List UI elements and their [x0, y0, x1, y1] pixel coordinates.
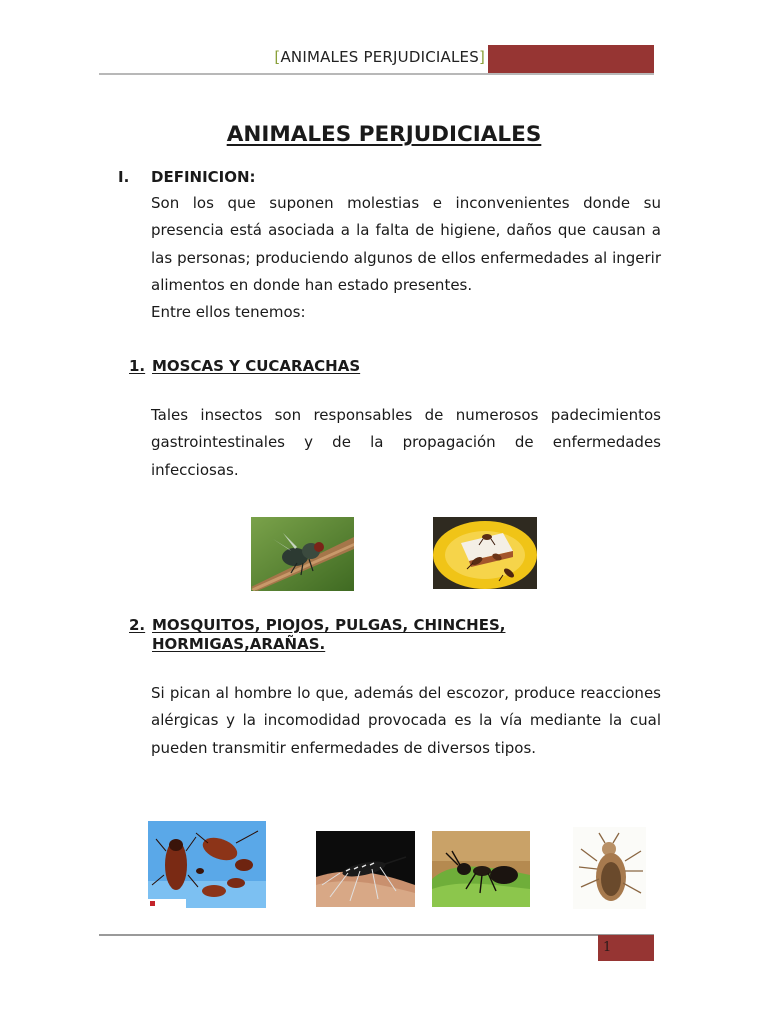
page-number: 1 — [603, 940, 612, 955]
subsection-1-heading: MOSCAS Y CUCARACHAS — [152, 357, 361, 375]
running-header — [160, 48, 485, 66]
subsection-2-number: 2. — [129, 616, 146, 634]
header-rule — [99, 73, 654, 75]
header-title: ANIMALES PERJUDICIALES — [280, 48, 479, 66]
footer-rule — [99, 934, 654, 936]
header-bracket-close: ] — [478, 48, 485, 66]
ant-on-leaf-image — [432, 831, 530, 907]
section-number: I. — [118, 168, 130, 186]
louse-image — [573, 827, 646, 909]
subsection-2-paragraph: Si pican al hombre lo que, además del escozor, produce reacciones alérgicas y la incomodidad provocada es la vía mediante la cual pueden transmitir enfermedades de diversos tipos. — [151, 684, 661, 757]
cockroaches-on-food-image — [433, 517, 537, 589]
header-bracket-open: [ — [274, 48, 281, 66]
mosquito-image — [316, 831, 415, 907]
document-title: ANIMALES PERJUDICIALES — [226, 122, 542, 147]
section-heading: DEFINICION: — [151, 168, 256, 186]
cockroaches-image — [148, 821, 266, 908]
header-accent-bar — [488, 45, 654, 73]
subsection-1-paragraph: Tales insectos son responsables de numerosos padecimientos gastrointestinales y de la propagación de enfermedades infecciosas. — [151, 406, 661, 479]
definition-intro: Entre ellos tenemos: — [151, 303, 306, 322]
subsection-2-heading: MOSQUITOS, PIOJOS, PULGAS, CHINCHES, HORMIGAS,ARAÑAS. — [152, 616, 506, 653]
definition-block — [151, 190, 661, 326]
definition-paragraph: Son los que suponen molestias e inconvenientes donde su presencia está asociada a la falta de higiene, daños que causan a las personas; produciendo algunos de ellos enfermedades al ingerir alimentos en donde han estado presentes. — [151, 194, 661, 294]
subsection-1-number: 1. — [129, 357, 146, 375]
housefly-image — [251, 517, 354, 591]
